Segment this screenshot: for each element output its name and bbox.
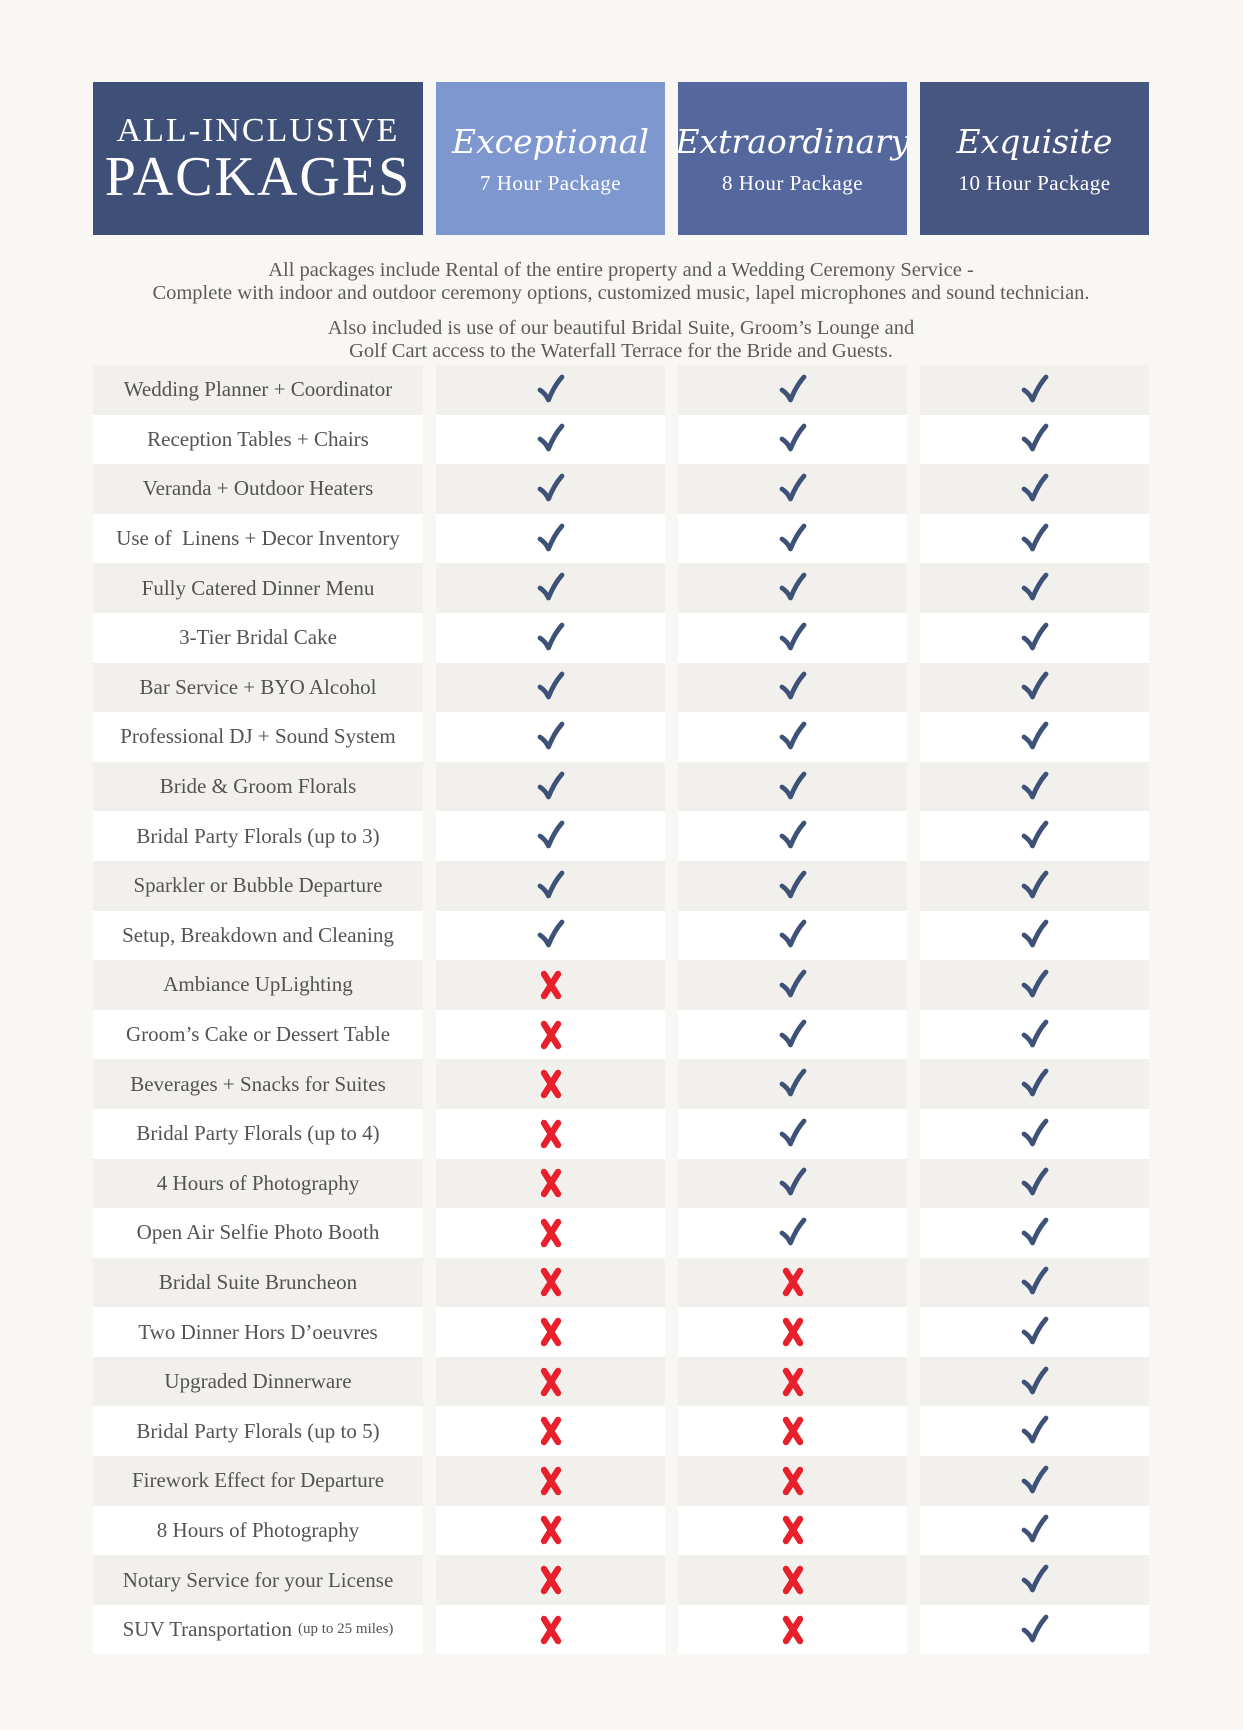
check-icon xyxy=(1019,621,1050,655)
check-icon xyxy=(777,968,808,1002)
cross-icon xyxy=(537,1266,565,1298)
table-row xyxy=(93,663,1149,713)
all-inclusive-title-box xyxy=(93,82,423,235)
included-check-cell xyxy=(678,514,907,564)
table-row xyxy=(93,1307,1149,1357)
table-row xyxy=(93,1456,1149,1506)
included-check-cell xyxy=(678,464,907,514)
feature-label-cell xyxy=(93,613,423,663)
check-icon xyxy=(1019,1166,1050,1200)
not-included-cross-cell xyxy=(436,1109,665,1159)
cross-icon xyxy=(779,1614,807,1646)
feature-label: Bridal Party Florals (up to 4) xyxy=(136,1121,380,1146)
cross-icon xyxy=(779,1564,807,1596)
check-icon xyxy=(1019,770,1050,804)
included-check-cell xyxy=(678,1059,907,1109)
feature-label: Bridal Party Florals (up to 3) xyxy=(136,823,380,848)
feature-label: Professional DJ + Sound System xyxy=(120,724,396,749)
check-icon xyxy=(1019,1018,1050,1052)
included-check-cell xyxy=(678,563,907,613)
included-check-cell xyxy=(436,415,665,465)
cross-icon xyxy=(779,1316,807,1348)
table-row xyxy=(93,1258,1149,1308)
table-row xyxy=(93,1555,1149,1605)
check-icon xyxy=(1019,522,1050,556)
not-included-cross-cell xyxy=(678,1357,907,1407)
not-included-cross-cell xyxy=(436,1059,665,1109)
check-icon xyxy=(535,720,566,754)
feature-label: SUV Transportation xyxy=(122,1617,292,1642)
feature-label: Bride & Groom Florals xyxy=(159,774,357,799)
table-row xyxy=(93,1506,1149,1556)
feature-label: Upgraded Dinnerware xyxy=(164,1369,352,1394)
table-row xyxy=(93,1109,1149,1159)
package-subtitle: 8 Hour Package xyxy=(721,171,864,195)
feature-label-cell xyxy=(93,1010,423,1060)
check-icon xyxy=(535,422,566,456)
included-check-cell xyxy=(920,1159,1149,1209)
included-check-cell xyxy=(436,712,665,762)
check-icon xyxy=(535,869,566,903)
included-check-cell xyxy=(678,1208,907,1258)
included-check-cell xyxy=(436,464,665,514)
check-icon xyxy=(535,819,566,853)
check-icon xyxy=(535,770,566,804)
cross-icon xyxy=(537,1564,565,1596)
check-icon xyxy=(777,670,808,704)
feature-label: Groom’s Cake or Dessert Table xyxy=(125,1022,391,1047)
package-header-exquisite xyxy=(920,82,1149,235)
check-icon xyxy=(1019,373,1050,407)
feature-label-cell xyxy=(93,911,423,961)
feature-label-cell xyxy=(93,464,423,514)
package-header-extraordinary xyxy=(675,82,910,235)
check-icon xyxy=(777,1216,808,1250)
check-icon xyxy=(1019,918,1050,952)
included-check-cell xyxy=(678,911,907,961)
intro-paragraph-1 xyxy=(93,259,1149,305)
feature-label: Reception Tables + Chairs xyxy=(147,426,369,451)
feature-label-cell xyxy=(93,960,423,1010)
feature-label: Veranda + Outdoor Heaters xyxy=(142,476,374,501)
cross-icon xyxy=(537,1614,565,1646)
table-row xyxy=(93,960,1149,1010)
package-name: Exquisite xyxy=(956,122,1113,161)
check-icon xyxy=(777,1166,808,1200)
feature-label-cell xyxy=(93,1208,423,1258)
included-check-cell xyxy=(920,1357,1149,1407)
table-row xyxy=(93,911,1149,961)
cross-icon xyxy=(537,1316,565,1348)
included-check-cell xyxy=(920,415,1149,465)
included-check-cell xyxy=(678,663,907,713)
included-check-cell xyxy=(920,1208,1149,1258)
table-row xyxy=(93,613,1149,663)
package-subtitle: 7 Hour Package xyxy=(479,171,622,195)
intro-paragraph-2 xyxy=(93,317,1149,363)
included-check-cell xyxy=(678,861,907,911)
included-check-cell xyxy=(920,613,1149,663)
not-included-cross-cell xyxy=(678,1506,907,1556)
included-check-cell xyxy=(920,1605,1149,1655)
included-check-cell xyxy=(920,663,1149,713)
cross-icon xyxy=(537,1366,565,1398)
feature-label-cell xyxy=(93,1258,423,1308)
header-row xyxy=(93,82,1149,235)
feature-label-cell xyxy=(93,514,423,564)
feature-label-cell xyxy=(93,663,423,713)
included-check-cell xyxy=(436,563,665,613)
feature-label-cell xyxy=(93,415,423,465)
feature-label: Beverages + Snacks for Suites xyxy=(130,1071,386,1096)
included-check-cell xyxy=(920,514,1149,564)
included-check-cell xyxy=(920,911,1149,961)
cross-icon xyxy=(537,1167,565,1199)
cross-icon xyxy=(537,1068,565,1100)
included-check-cell xyxy=(920,712,1149,762)
table-row xyxy=(93,712,1149,762)
not-included-cross-cell xyxy=(678,1555,907,1605)
included-check-cell xyxy=(678,712,907,762)
feature-label-cell xyxy=(93,1109,423,1159)
feature-label-cell xyxy=(93,1506,423,1556)
not-included-cross-cell xyxy=(436,1605,665,1655)
package-header-exceptional xyxy=(436,82,665,235)
cross-icon xyxy=(537,1465,565,1497)
feature-note: (up to 25 miles) xyxy=(298,1621,394,1638)
cross-icon xyxy=(779,1266,807,1298)
included-check-cell xyxy=(436,365,665,415)
check-icon xyxy=(777,472,808,506)
cross-icon xyxy=(537,1514,565,1546)
check-icon xyxy=(1019,1464,1050,1498)
cross-icon xyxy=(779,1366,807,1398)
not-included-cross-cell xyxy=(436,960,665,1010)
check-icon xyxy=(1019,720,1050,754)
check-icon xyxy=(1019,1117,1050,1151)
check-icon xyxy=(777,819,808,853)
feature-label-cell xyxy=(93,712,423,762)
feature-label: Setup, Breakdown and Cleaning xyxy=(122,922,394,947)
table-row xyxy=(93,861,1149,911)
table-row xyxy=(93,1159,1149,1209)
feature-label: Sparkler or Bubble Departure xyxy=(133,873,383,898)
feature-label: Use of Linens + Decor Inventory xyxy=(116,526,400,551)
table-row xyxy=(93,762,1149,812)
not-included-cross-cell xyxy=(436,1010,665,1060)
check-icon xyxy=(777,1018,808,1052)
feature-label-cell xyxy=(93,1555,423,1605)
check-icon xyxy=(777,1067,808,1101)
intro-line: Golf Cart access to the Waterfall Terrace for the Bride and Guests. xyxy=(349,340,893,362)
included-check-cell xyxy=(920,1506,1149,1556)
table-row xyxy=(93,415,1149,465)
feature-label: Bar Service + BYO Alcohol xyxy=(139,674,377,699)
included-check-cell xyxy=(920,960,1149,1010)
table-row xyxy=(93,1010,1149,1060)
check-icon xyxy=(1019,422,1050,456)
table-row xyxy=(93,1406,1149,1456)
check-icon xyxy=(535,472,566,506)
included-check-cell xyxy=(436,663,665,713)
check-icon xyxy=(777,373,808,407)
included-check-cell xyxy=(920,861,1149,911)
not-included-cross-cell xyxy=(678,1258,907,1308)
title-line-2: PACKAGES xyxy=(104,145,412,208)
included-check-cell xyxy=(920,464,1149,514)
feature-label-cell xyxy=(93,861,423,911)
table-row xyxy=(93,811,1149,861)
not-included-cross-cell xyxy=(436,1506,665,1556)
feature-label-cell xyxy=(93,1456,423,1506)
feature-label-cell xyxy=(93,1605,423,1655)
check-icon xyxy=(1019,670,1050,704)
feature-label: Bridal Party Florals (up to 5) xyxy=(136,1418,380,1443)
feature-label: 8 Hours of Photography xyxy=(156,1517,360,1542)
feature-label-cell xyxy=(93,1307,423,1357)
included-check-cell xyxy=(678,811,907,861)
table-row xyxy=(93,464,1149,514)
included-check-cell xyxy=(920,1555,1149,1605)
check-icon xyxy=(777,720,808,754)
check-icon xyxy=(1019,819,1050,853)
package-name: Exceptional xyxy=(451,122,649,161)
feature-label-cell xyxy=(93,1159,423,1209)
check-icon xyxy=(1019,1315,1050,1349)
not-included-cross-cell xyxy=(678,1605,907,1655)
not-included-cross-cell xyxy=(436,1406,665,1456)
check-icon xyxy=(777,621,808,655)
included-check-cell xyxy=(920,762,1149,812)
included-check-cell xyxy=(678,415,907,465)
check-icon xyxy=(1019,1265,1050,1299)
not-included-cross-cell xyxy=(436,1357,665,1407)
included-check-cell xyxy=(436,861,665,911)
table-row xyxy=(93,365,1149,415)
included-check-cell xyxy=(678,1159,907,1209)
feature-label: Notary Service for your License xyxy=(122,1567,394,1592)
check-icon xyxy=(1019,1613,1050,1647)
table-row xyxy=(93,1605,1149,1655)
included-check-cell xyxy=(436,911,665,961)
included-check-cell xyxy=(920,1258,1149,1308)
check-icon xyxy=(535,621,566,655)
check-icon xyxy=(1019,1513,1050,1547)
intro-line: All packages include Rental of the entire property and a Wedding Ceremony Service - xyxy=(268,259,974,281)
included-check-cell xyxy=(920,1406,1149,1456)
feature-label-cell xyxy=(93,1357,423,1407)
feature-label: Firework Effect for Departure xyxy=(131,1468,385,1493)
check-icon xyxy=(777,869,808,903)
feature-label-cell xyxy=(93,365,423,415)
feature-label: Two Dinner Hors D’oeuvres xyxy=(138,1319,378,1344)
included-check-cell xyxy=(436,762,665,812)
check-icon xyxy=(1019,1563,1050,1597)
not-included-cross-cell xyxy=(436,1307,665,1357)
check-icon xyxy=(535,571,566,605)
cross-icon xyxy=(779,1514,807,1546)
check-icon xyxy=(535,522,566,556)
title-line-1: ALL-INCLUSIVE xyxy=(116,111,400,149)
feature-label: Ambiance UpLighting xyxy=(163,972,353,997)
cross-icon xyxy=(537,969,565,1001)
check-icon xyxy=(1019,571,1050,605)
feature-label: Fully Catered Dinner Menu xyxy=(141,575,375,600)
included-check-cell xyxy=(436,514,665,564)
feature-label: 4 Hours of Photography xyxy=(156,1170,360,1195)
check-icon xyxy=(777,571,808,605)
feature-label-cell xyxy=(93,811,423,861)
check-icon xyxy=(1019,1067,1050,1101)
feature-label: 3-Tier Bridal Cake xyxy=(179,625,337,650)
feature-label-cell xyxy=(93,762,423,812)
feature-label-cell xyxy=(93,563,423,613)
table-row xyxy=(93,514,1149,564)
not-included-cross-cell xyxy=(678,1307,907,1357)
cross-icon xyxy=(537,1415,565,1447)
included-check-cell xyxy=(920,1059,1149,1109)
feature-label-cell xyxy=(93,1406,423,1456)
check-icon xyxy=(1019,869,1050,903)
included-check-cell xyxy=(920,1456,1149,1506)
included-check-cell xyxy=(678,1010,907,1060)
package-subtitle: 10 Hour Package xyxy=(958,171,1111,195)
check-icon xyxy=(535,373,566,407)
content-area xyxy=(93,82,1149,1654)
check-icon xyxy=(1019,472,1050,506)
not-included-cross-cell xyxy=(678,1406,907,1456)
check-icon xyxy=(777,1117,808,1151)
included-check-cell xyxy=(920,811,1149,861)
package-name: Extraordinary xyxy=(675,122,910,161)
check-icon xyxy=(535,670,566,704)
intro-line: Also included is use of our beautiful Bridal Suite, Groom’s Lounge and xyxy=(327,317,915,339)
feature-label: Bridal Suite Bruncheon xyxy=(158,1269,358,1294)
check-icon xyxy=(1019,1414,1050,1448)
feature-label: Open Air Selfie Photo Booth xyxy=(136,1220,380,1245)
cross-icon xyxy=(537,1118,565,1150)
not-included-cross-cell xyxy=(436,1159,665,1209)
not-included-cross-cell xyxy=(436,1208,665,1258)
feature-label-cell xyxy=(93,1059,423,1109)
not-included-cross-cell xyxy=(436,1456,665,1506)
check-icon xyxy=(777,422,808,456)
cross-icon xyxy=(537,1217,565,1249)
included-check-cell xyxy=(920,365,1149,415)
intro-copy xyxy=(93,259,1149,363)
features-table xyxy=(93,365,1149,1654)
included-check-cell xyxy=(436,811,665,861)
not-included-cross-cell xyxy=(678,1456,907,1506)
feature-label: Wedding Planner + Coordinator xyxy=(123,377,393,402)
included-check-cell xyxy=(920,1109,1149,1159)
included-check-cell xyxy=(920,563,1149,613)
cross-icon xyxy=(537,1019,565,1051)
intro-line: Complete with indoor and outdoor ceremony options, customized music, lapel microphones and sound technician. xyxy=(152,282,1090,304)
table-row xyxy=(93,563,1149,613)
included-check-cell xyxy=(678,365,907,415)
check-icon xyxy=(777,522,808,556)
not-included-cross-cell xyxy=(436,1555,665,1605)
check-icon xyxy=(1019,968,1050,1002)
included-check-cell xyxy=(678,613,907,663)
included-check-cell xyxy=(678,762,907,812)
not-included-cross-cell xyxy=(436,1258,665,1308)
table-row xyxy=(93,1059,1149,1109)
included-check-cell xyxy=(678,960,907,1010)
check-icon xyxy=(777,770,808,804)
included-check-cell xyxy=(678,1109,907,1159)
included-check-cell xyxy=(920,1010,1149,1060)
cross-icon xyxy=(779,1465,807,1497)
included-check-cell xyxy=(436,613,665,663)
table-row xyxy=(93,1208,1149,1258)
table-row xyxy=(93,1357,1149,1407)
check-icon xyxy=(777,918,808,952)
check-icon xyxy=(1019,1365,1050,1399)
included-check-cell xyxy=(920,1307,1149,1357)
check-icon xyxy=(1019,1216,1050,1250)
cross-icon xyxy=(779,1415,807,1447)
check-icon xyxy=(535,918,566,952)
